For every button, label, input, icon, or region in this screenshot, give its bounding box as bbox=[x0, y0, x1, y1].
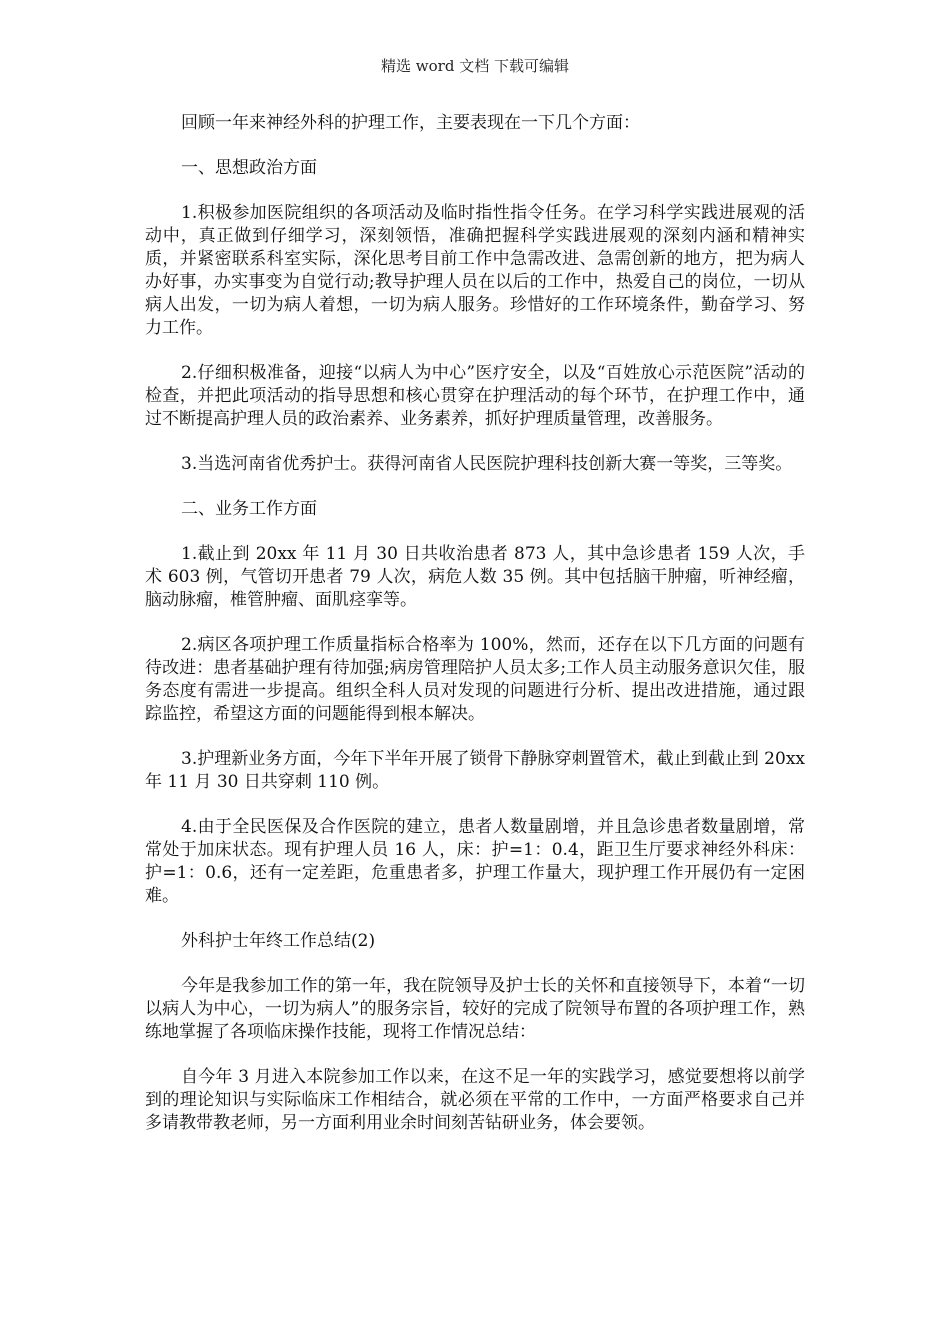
paragraph: 2.病区各项护理工作质量指标合格率为 100%，然而，还存在以下几方面的问题有待改进：患者基础护理有待加强;病房管理陪护人员太多;工作人员主动服务意识欠佳，服务态度有需进一步提高。组织全科人员对发现的问题进行分析、提出改进措施，通过跟踪监控，希望这方面的问题能得到根本解决。 bbox=[145, 635, 805, 724]
paragraph: 自今年 3 月进入本院参加工作以来，在这不足一年的实践学习，感觉要想将以前学到的理论知识与实际临床工作相结合，就必须在平常的工作中，一方面严格要求自己并多请教带教老师，另一方面利用业余时间刻苦钻研业务，体会要领。 bbox=[145, 1067, 805, 1133]
section-heading: 外科护士年终工作总结(2) bbox=[181, 931, 376, 951]
paragraph: 1.积极参加医院组织的各项活动及临时指性指令任务。在学习科学实践进展观的活动中，真正做到仔细学习，深刻领悟，准确把握科学实践进展观的深刻内涵和精神实质，并紧密联系科室实际，深化思考目前工作中急需改进、急需创新的地方，把为病人办好事，办实事变为自觉行动;教导护理人员在以后的工作中，热爱自己的岗位，一切从病人出发，一切为病人着想，一切为病人服务。珍惜好的工作环境条件，勤奋学习、努力工作。 bbox=[145, 203, 805, 338]
section-heading: 一、思想政治方面 bbox=[181, 158, 317, 178]
paragraph: 4.由于全民医保及合作医院的建立，患者人数量剧增，并且急诊患者数量剧增，常常处于加床状态。现有护理人员 16 人，床：护=1：0.4，距卫生厅要求神经外科床：护=1：0.6，还有一定差距，危重患者多，护理工作量大，现护理工作开展仍有一定困难。 bbox=[145, 817, 805, 906]
section-heading: 二、业务工作方面 bbox=[181, 499, 317, 519]
intro-paragraph: 回顾一年来神经外科的护理工作，主要表现在一下几个方面： bbox=[181, 113, 640, 133]
paragraph: 3.当选河南省优秀护士。获得河南省人民医院护理科技创新大赛一等奖，三等奖。 bbox=[181, 454, 793, 474]
paragraph: 1.截止到 20xx 年 11 月 30 日共收治患者 873 人，其中急诊患者 159 人次，手术 603 例，气管切开患者 79 人次，病危人数 35 例。其中包括脑干肿瘤，听神经瘤，脑动脉瘤，椎管肿瘤、面肌痉挛等。 bbox=[145, 544, 805, 610]
paragraph: 2.仔细积极准备，迎接“以病人为中心”医疗安全，以及“百姓放心示范医院”活动的检查，并把此项活动的指导思想和核心贯穿在护理活动的每个环节，在护理工作中，通过不断提高护理人员的政治素养、业务素养，抓好护理质量管理，改善服务。 bbox=[145, 363, 805, 429]
paragraph: 3.护理新业务方面，今年下半年开展了锁骨下静脉穿刺置管术，截止到截止到 20xx 年 11 月 30 日共穿刺 110 例。 bbox=[145, 749, 805, 792]
document-body bbox=[145, 112, 805, 1157]
paragraph: 今年是我参加工作的第一年，我在院领导及护士长的关怀和直接领导下，本着“一切以病人为中心，一切为病人”的服务宗旨，较好的完成了院领导布置的各项护理工作，熟练地掌握了各项临床操作技能，现将工作情况总结： bbox=[145, 976, 805, 1042]
page-header: 精选 word 文档 下载可编辑 bbox=[381, 57, 569, 75]
